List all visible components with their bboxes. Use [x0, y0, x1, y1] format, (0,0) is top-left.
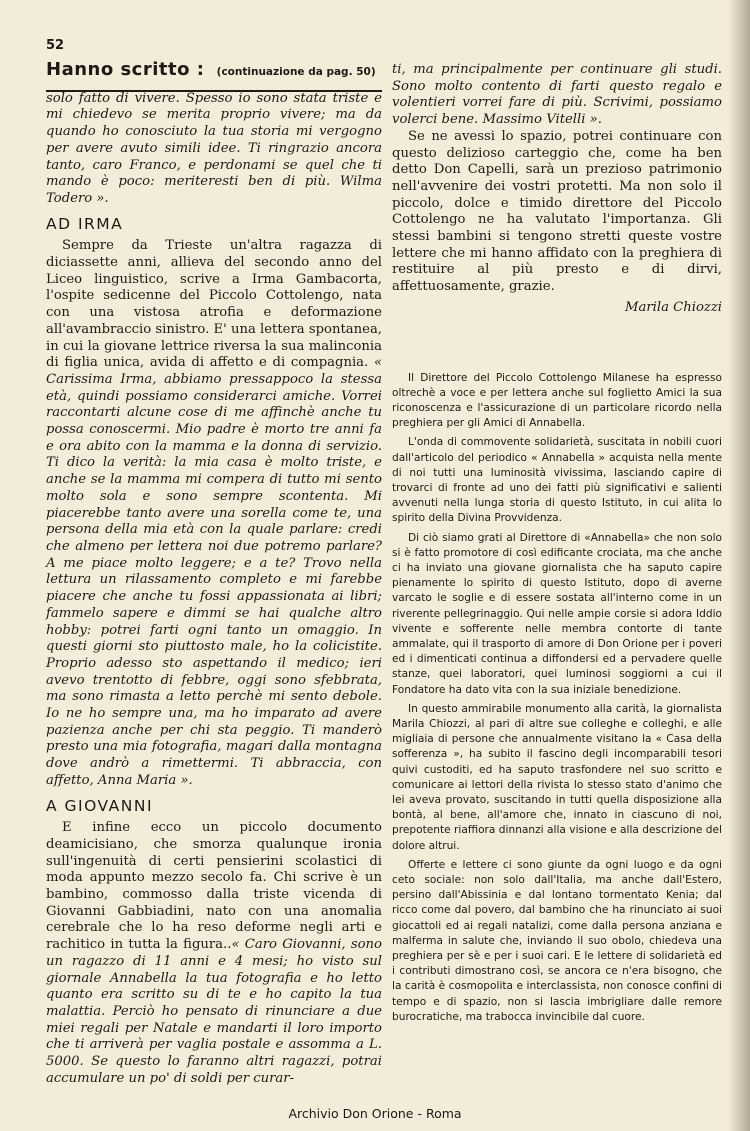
heading-ad-irma: AD IRMA: [46, 214, 124, 233]
irma-intro-text: Sempre da Trieste un'altra ragazza di diciassette anni, allieva del secondo anno del Liceo linguistico, scrive a Irma Gambacorta, l'ospite sedicenne del Piccolo Cottolengo, nata con una vistosa atrofia e deformazione all'avambraccio sinistro. E' una lettera spontanea, in cui la giovane lettrice riversa la sua malinconia di figlia unica, avida di affetto e di compagnia.: [46, 238, 382, 371]
note-paragraph: Di ciò siamo grati al Direttore di «Annabella» che non solo si è fatto promotore di così edificante crociata, ma che anche ci ha inviato una giovane giornalista che ha saputo capire pienamente lo spirito di questo Istituto, dopo di averne varcato le soglie e di essere sostata all'interno come in un riverente pellegrinaggio. Qui nelle ampie corsie si adora Iddio vivente e sofferente nelle membra contorte di tante ammalate, qui il trasporto di amore di Don Orione per i poveri ed i dimenticati continua a diffondersi ed a pervadere quelle stanze, quei laboratori, quei luminosi soggiorni a cui il Fondatore ha dato vita con la sua iniziale benedizione.: [392, 531, 722, 696]
page-number: 52: [46, 38, 65, 53]
heading-a-giovanni: A GIOVANNI: [46, 796, 154, 815]
giovanni-letter-quote: « Caro Giovanni, sono un ragazzo di 11 anni e 4 mesi; ho visto sul giornale Annabella la tua fotografia e ho letto quanto era scritto su di te e ho capito la tua malattia. Perciò ho pensato di rinunciare a due miei regali per Natale e mandarti il loro importo che ti arriverà per vaglia postale e assomma a L. 5000. Se questo lo faranno altri ragazzi, potrai accumulare un po' di soldi per curar-: [46, 937, 382, 1086]
note-paragraph: L'onda di commovente solidarietà, suscitata in nobili cuori dall'articolo del periodico « Annabella » acquista nella mente di noi tutti una luminosità vivissima, lasciando capire di trovarci di fronte ad uno dei fatti più significativi e salienti avvenuti nella lunga storia di questo Istituto, in cui alita lo spirito della Divina Provvidenza.: [392, 436, 722, 525]
letter-continuation: ti, ma principalmente per continuare gli studi. Sono molto contento di farti questo regalo e volentieri vorrei fare di più. Scrivimi, possiamo volerci bene. Massimo Vitelli ».: [392, 62, 722, 128]
intro-paragraph: solo fatto di vivere. Spesso io sono stata triste e mi chiedevo se merita proprio vivere; ma da quando ho conosciuto la tua storia mi vergogno per avere avuto simili idee. Ti ringrazio ancora tanto, caro Franco, e perdonami se quel che ti mando è poco: meriteresti ben di più. Wilma Todero ».: [46, 90, 382, 206]
giovanni-intro-text: E infine ecco un piccolo documento deamicisiano, che smorza qualunque ironia sull'ingenuità di certi pensierini scolastici di moda appunto mezzo secolo fa. Chi scrive è un bambino, commosso dalla triste vicenda di Giovanni Gabbiadini, nato con una anomalia cerebrale che lo ha reso deforme negli arti e rachitico in tutta la figura..: [46, 820, 382, 953]
author-signature: Marila Chiozzi: [624, 299, 722, 315]
giovanni-paragraph: [46, 820, 382, 1087]
irma-intro-paragraph: [46, 238, 382, 789]
column-header: [46, 59, 382, 81]
note-paragraph: In questo ammirabile monumento alla carità, la giornalista Marila Chiozzi, al pari di altre sue colleghe e colleghi, e alle migliaia di persone che annualmente visitano la « Casa della sofferenza », ha subito il fascino degli incomparabili tesori quivi custoditi, ed ha saputo trasfondere nel suo scritto e comunicare ai lettori della rivista lo stesso stato d'animo che lei aveva provato, suscitando in tutti quella disposizione alla bontà, al bene, all'amore che, innato in ciascuno di noi, prepotente riaffiora dinnanzi alla visione e alla descrizione del dolore altrui.: [392, 702, 722, 852]
closing-paragraph: Se ne avessi lo spazio, potrei continuare con questo delizioso carteggio che, come ha ben detto Don Capelli, sarà un prezioso patrimonio nell'avvenire dei vostri protetti. Ma non solo il piccolo, dolce e timido direttore del Piccolo Cottolengo ne ha valutato l'importanza. Gli stessi bambini si tengono stretti queste vostre lettere che mi hanno affidato con la preghiera di restituire al più presto e di dirvi, affettuosamente, grazie.: [392, 128, 722, 295]
section-title: Hanno scritto :: [46, 59, 205, 80]
note-paragraph: Offerte e lettere ci sono giunte da ogni luogo e da ogni ceto sociale: non solo dall'Italia, ma anche dall'Estero, persino dall'Abissinia e dal lontano tormentato Kenia; dal ricco come dal povero, dal bambino che ha rinunciato ai suoi giocattoli ed ai regali natalizi, come dalla persona anziana e malferma in salute che, inviando il suo obolo, chiedeva una preghiera per sè e per i suoi cari. E le lettere di solidarietà ed i contributi dimostrano così, se ancora ce n'era bisogno, che la carità è cosmopolita e interclassista, non conosce confini di tempo e di spazio, non si lascia imbrigliare dalle remore burocratiche, ma trabocca invincibile dal cuore.: [392, 858, 722, 1023]
left-column: [46, 59, 383, 1087]
irma-letter-quote: « Carissima Irma, abbiamo pressappoco la stessa età, quindi possiamo considerarci amiche. Vorrei raccontarti alcune cose di me affinchè anche tu possa conoscermi. Mio padre è morto tre anni fa e ora abito con la mamma e la donna di servizio. Ti dico la verità: la mia casa è molto triste, e anche se la mamma mi compera di tutto mi sento molto sola e sono sempre scontenta. Mi piacerebbe tanto avere una sorella come te, una persona della mia età con la quale parlare: credi che almeno per lettera noi due potremo parlare? A me piace molto leggere; e a te? Trovo nella lettura un rilassamento completo e mi farebbe piacere che anche tu fossi appassionata ai libri; fammelo sapere e dimmi se hai qualche altro hobby: potrei farti ogni tanto un omaggio. In questi giorni sto piuttosto male, ho la colicistite. Proprio adesso sto aspettando il medico; ieri avevo trentotto di febbre, oggi sono sfebbrata, ma sono rimasta a letto perchè mi sento debole. Io ne ho sempre una, ma ho imparato ad avere pazienza anche per chi sta peggio. Ti manderò presto una mia fotografia, magari dalla montagna dove andrò a rimettermi. Ti abbraccia, con affetto, Anna Maria ».: [46, 355, 383, 788]
note-paragraph: Il Direttore del Piccolo Cottolengo Milanese ha espresso oltrechè a voce e per lettera anche sul foglietto Amici la sua riconoscenza e l'assicurazione di un particolare ricordo nella preghiera per gli Amici di Annabella.: [392, 371, 722, 430]
right-column: [392, 62, 722, 1029]
archive-footer: Archivio Don Orione - Roma: [288, 1106, 462, 1121]
page-binding-shadow: [728, 0, 750, 1131]
director-note: [392, 371, 722, 1026]
continuation-note: (continuazione da pag. 50): [216, 66, 376, 78]
